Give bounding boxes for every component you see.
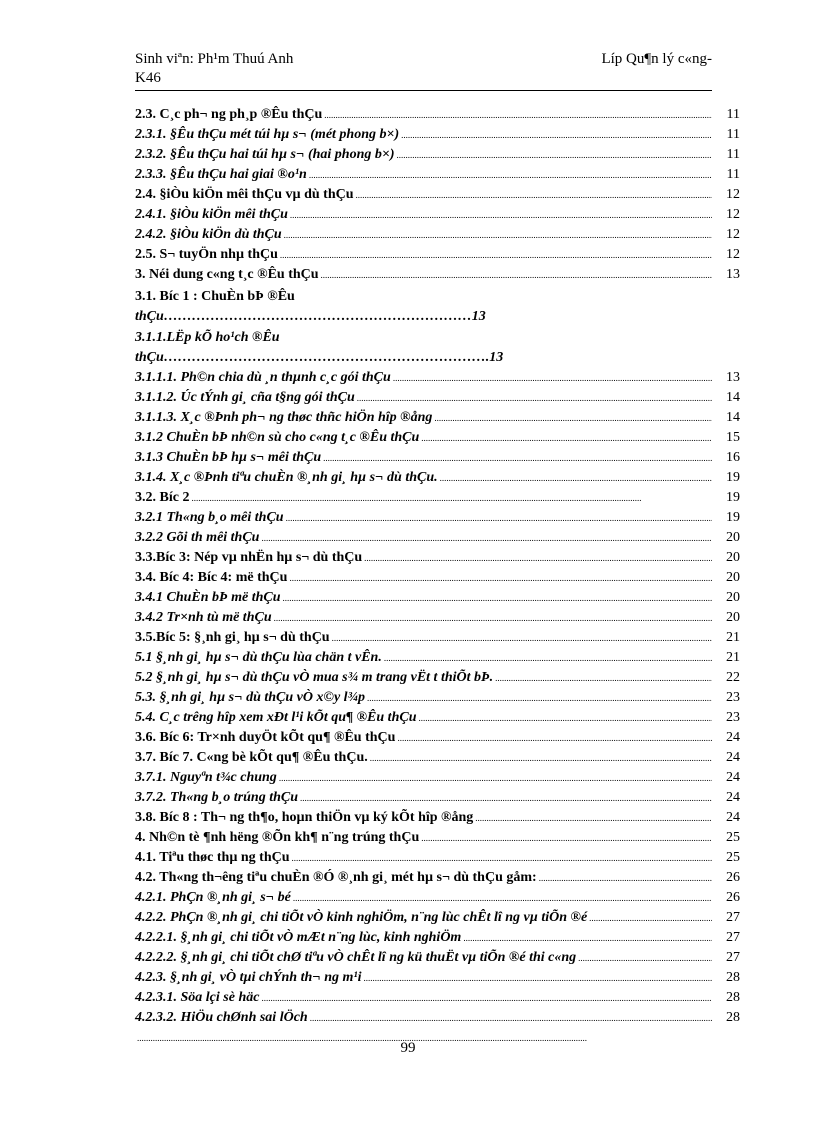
toc-title: 4.2.3. §¸nh gi¸ vÒ tµi chÝnh th¬ ng m¹i [135,970,362,985]
toc-entry [135,910,740,930]
toc-entry [135,850,740,870]
toc-page: 26 [726,890,740,905]
toc-wrapped-line: thÇu…………………………………………………………13 [135,309,486,324]
toc-title: 3.1.1.1. Ph©n chia dù ¸n thµnh c¸c gói thÇu [135,370,391,385]
toc-title: 3.1.3 ChuÈn bÞ hµ s¬ mêi thÇu [135,450,322,465]
toc-entry [135,127,740,147]
toc-page: 13 [726,267,740,282]
toc-title: 3.2.2 Gõi th mêi thÇu [135,530,260,545]
toc-entry [135,207,740,227]
toc-page: 27 [726,910,740,925]
toc-leader [286,510,712,526]
toc-title: 3.1.1.3. X¸c ®Þnh ph¬ ng thøc thñc hiÖn hîp ®ång [135,410,433,425]
toc-leader [589,910,712,926]
toc-page: 21 [726,650,740,665]
toc-page: 25 [726,850,740,865]
toc-page: 26 [726,870,740,885]
toc-title: 2.4.1. §iÒu kiÖn mêi thÇu [135,207,288,222]
toc-title: 3.2. Bíc 2 [135,490,190,505]
toc-page: 24 [726,730,740,745]
page-header [135,50,712,88]
toc-page: 24 [726,810,740,825]
toc-page: 12 [726,187,740,202]
toc-entry [135,670,740,690]
toc-page: 21 [726,630,740,645]
toc-entry [135,630,740,650]
toc-title: 3.7.1. Nguyªn t¾c chung [135,770,277,785]
toc-entry [135,790,740,810]
toc-page: 11 [726,167,740,182]
toc-page: 28 [726,1010,740,1025]
toc-title: 3.4. Bíc 4: Bíc 4: më thÇu [135,570,288,585]
toc-page: 14 [726,410,740,425]
toc-leader [434,410,712,426]
toc-page: 19 [726,510,740,525]
toc-wrapped-line: 3.1.1.LËp kÕ ho¹ch ®Êu [135,330,280,345]
toc-title: 2.3. C¸c ph¬ ng ph¸p ®Êu thÇu [135,107,323,122]
toc-entry [135,750,740,770]
toc-entry [135,147,740,167]
toc-leader [280,247,712,263]
toc-leader [421,430,712,446]
toc-entry [135,267,740,287]
toc-page: 25 [726,830,740,845]
toc-entry [135,107,740,127]
toc-entry [135,530,740,550]
toc-title: 4.2.2. PhÇn ®¸nh gi¸ chi tiÕt vÒ kinh nghiÖm, n¨ng lùc chÊt lî ng vµ tiÕn ®é [135,910,588,925]
toc-leader [384,650,712,666]
toc-title: 4.2.2.2. §¸nh gi¸ chi tiÕt chØ tiªu vÒ chÊt lî ng kü thuËt vµ tiÕn ®é thi c«ng [135,950,577,965]
toc-page: 15 [726,430,740,445]
toc-entry [135,930,740,950]
toc-leader [421,830,712,846]
toc-title: 2.4.2. §iÒu kiÖn dù thÇu [135,227,282,242]
toc-title: 2.5. S¬ tuyÖn nhµ thÇu [135,247,278,262]
toc-page: 28 [726,970,740,985]
toc-page: 12 [726,227,740,242]
toc-leader [289,570,712,586]
toc-page: 20 [726,590,740,605]
toc-title: 4.2.2.1. §¸nh gi¸ chi tiÕt vÒ mÆt n¨ng lùc, kinh nghiÖm [135,930,462,945]
toc-entry [135,490,740,510]
toc-leader [292,850,712,866]
toc-leader [367,690,712,706]
toc-leader [284,227,712,243]
toc-title: 4.2.3.2. HiÖu chØnh sai lÖch [135,1010,308,1025]
toc-title: 3.4.1 ChuÈn bÞ më thÇu [135,590,281,605]
toc-page: 12 [726,207,740,222]
toc-leader [475,810,712,826]
toc-entry [135,810,740,830]
toc-leader [274,610,712,626]
toc-title: 2.3.3. §Êu thÇu hai giai ®o¹n [135,167,307,182]
toc-title: 3.3.Bíc 3: Nép vµ nhËn hµ s¬ dù thÇu [135,550,363,565]
toc-page: 20 [726,610,740,625]
toc-leader [397,730,712,746]
toc-leader [310,1010,712,1026]
toc-page: 27 [726,950,740,965]
toc-entry [135,650,740,670]
toc-entry [135,167,740,187]
toc-entry [135,430,740,450]
toc-entry [135,390,740,410]
toc-leader [440,470,712,486]
toc-entry [135,830,740,850]
header-rule [135,90,712,91]
toc-title: 5.3. §¸nh gi¸ hµ s¬ dù thÇu vÒ x©y l¾p [135,690,366,705]
toc-title: 3.1.2 ChuÈn bÞ nh©n sù cho c«ng t¸c ®Êu thÇu [135,430,420,445]
toc-wrapped-line: 3.1. Bíc 1 : ChuÈn bÞ ®Êu [135,289,295,304]
toc-leader [290,207,712,223]
header-class-code: K46 [135,70,161,86]
toc-entry [135,1010,740,1030]
toc-page: 19 [726,490,740,505]
toc-leader [300,790,712,806]
toc-page: 11 [726,127,740,142]
toc-page: 14 [726,390,740,405]
toc-leader [463,930,712,946]
toc-entry [135,770,740,790]
header-student-name: Sinh viªn: Ph¹m Thuú Anh [135,51,294,67]
toc-entry [135,550,740,570]
toc-entry [135,730,740,750]
toc-entry [135,370,740,390]
toc-entry [135,950,740,970]
toc-leader [261,990,712,1006]
toc-title: 3.5.Bíc 5: §¸nh gi¸ hµ s¬ dù thÇu [135,630,330,645]
toc-leader [261,530,712,546]
toc-entry [135,410,740,430]
toc-page: 13 [726,370,740,385]
toc-title: 5.2 §¸nh gi¸ hµ s¬ dù thÇu vÒ mua s¾ m trang vËt t thiÕt bÞ. [135,670,494,685]
toc-page: 20 [726,530,740,545]
toc-title: 3.1.4. X¸c ®Þnh tiªu chuÈn ®¸nh gi¸ hµ s¬ dù thÇu. [135,470,438,485]
toc-leader [309,167,712,183]
toc-title: 3.7. Bíc 7. C«ng bè kÕt qu¶ ®Êu thÇu. [135,750,368,765]
toc-title: 2.3.2. §Êu thÇu hai túi hµ s¬ (hai phong b×) [135,147,395,162]
toc-page: 22 [726,670,740,685]
toc-entry [135,510,740,530]
toc-title: 4.2.3.1. Söa lçi sè häc [135,990,260,1005]
toc-leader [332,630,712,646]
toc-page: 28 [726,990,740,1005]
toc-title: 3.7.2. Th«ng b¸o trúng thÇu [135,790,298,805]
toc-page: 19 [726,470,740,485]
toc-page: 11 [726,107,740,122]
toc-entry [135,227,740,247]
toc-leader [324,107,712,123]
toc-entry [135,247,740,267]
toc-title: 3.1.1.2. Úc tÝnh gi¸ cña t§ng gói thÇu [135,390,355,405]
toc-page: 24 [726,770,740,785]
toc-entry [135,187,740,207]
toc-leader [495,670,712,686]
toc-leader [191,490,712,506]
toc-page: 11 [726,147,740,162]
toc-title: 4.2.1. PhÇn ®¸nh gi¸ s¬ bé [135,890,291,905]
toc-page: 24 [726,750,740,765]
toc-page: 12 [726,247,740,262]
toc-leader [364,970,712,986]
toc-wrapped-line: thÇu…………………………………………………………….13 [135,350,504,365]
toc-title: 3.4.2 Tr×nh tù më thÇu [135,610,272,625]
toc-title: 2.3.1. §Êu thÇu mét túi hµ s¬ (mét phong b×) [135,127,400,142]
toc-entry [135,570,740,590]
toc-entry [135,690,740,710]
toc-leader [393,370,712,386]
toc-leader [539,870,712,886]
toc-entry [135,970,740,990]
toc-entry [135,990,740,1010]
toc-leader [323,450,712,466]
toc-title: 5.4. C¸c trêng hîp xem xÐt l¹i kÕt qu¶ ®Êu thÇu [135,710,417,725]
toc-leader [283,590,713,606]
toc-leader [397,147,713,163]
toc-title: 3.2.1 Th«ng b¸o mêi thÇu [135,510,284,525]
toc-page: 20 [726,570,740,585]
toc-entry [135,590,740,610]
toc-title: 3. Néi dung c«ng t¸c ®Êu thÇu [135,267,319,282]
toc-page: 20 [726,550,740,565]
toc-title: 3.8. Bíc 8 : Th¬ ng th¶o, hoµn thiÖn vµ ký kÕt hîp ®ång [135,810,474,825]
toc-title: 2.4. §iÒu kiÖn mêi thÇu vµ dù thÇu [135,187,354,202]
toc-entry [135,610,740,630]
toc-entry [135,710,740,730]
toc-title: 5.1 §¸nh gi¸ hµ s¬ dù thÇu lùa chän t vÊn. [135,650,382,665]
toc-leader [578,950,712,966]
header-class-name: Líp Qu¶n lý c«ng- [601,51,712,67]
toc-page: 23 [726,710,740,725]
toc-leader [321,267,712,283]
toc-leader [293,890,712,906]
toc-page: 24 [726,790,740,805]
toc-title: 4.1. Tiªu thøc thµ ng thÇu [135,850,290,865]
toc-leader [370,750,712,766]
toc-title: 4.2. Th«ng th¬êng tiªu chuÈn ®Ó ®¸nh gi¸ mét hµ s¬ dù thÇu gåm: [135,870,537,885]
toc-title: 3.6. Bíc 6: Tr×nh duyÖt kÕt qu¶ ®Êu thÇu [135,730,396,745]
toc-leader [357,390,712,406]
page-number: 99 [400,1040,416,1056]
toc-page: 23 [726,690,740,705]
toc-title: 4. Nh©n tè ¶nh hëng ®Õn kh¶ n¨ng trúng thÇu [135,830,420,845]
toc-leader [401,127,712,143]
toc-entry [135,450,740,470]
toc-entry [135,470,740,490]
toc-entry [135,890,740,910]
toc-leader [418,710,712,726]
toc-leader [279,770,712,786]
toc-page: 16 [726,450,740,465]
toc-leader [356,187,712,203]
toc-entry [135,870,740,890]
toc-leader [364,550,712,566]
toc-page: 27 [726,930,740,945]
